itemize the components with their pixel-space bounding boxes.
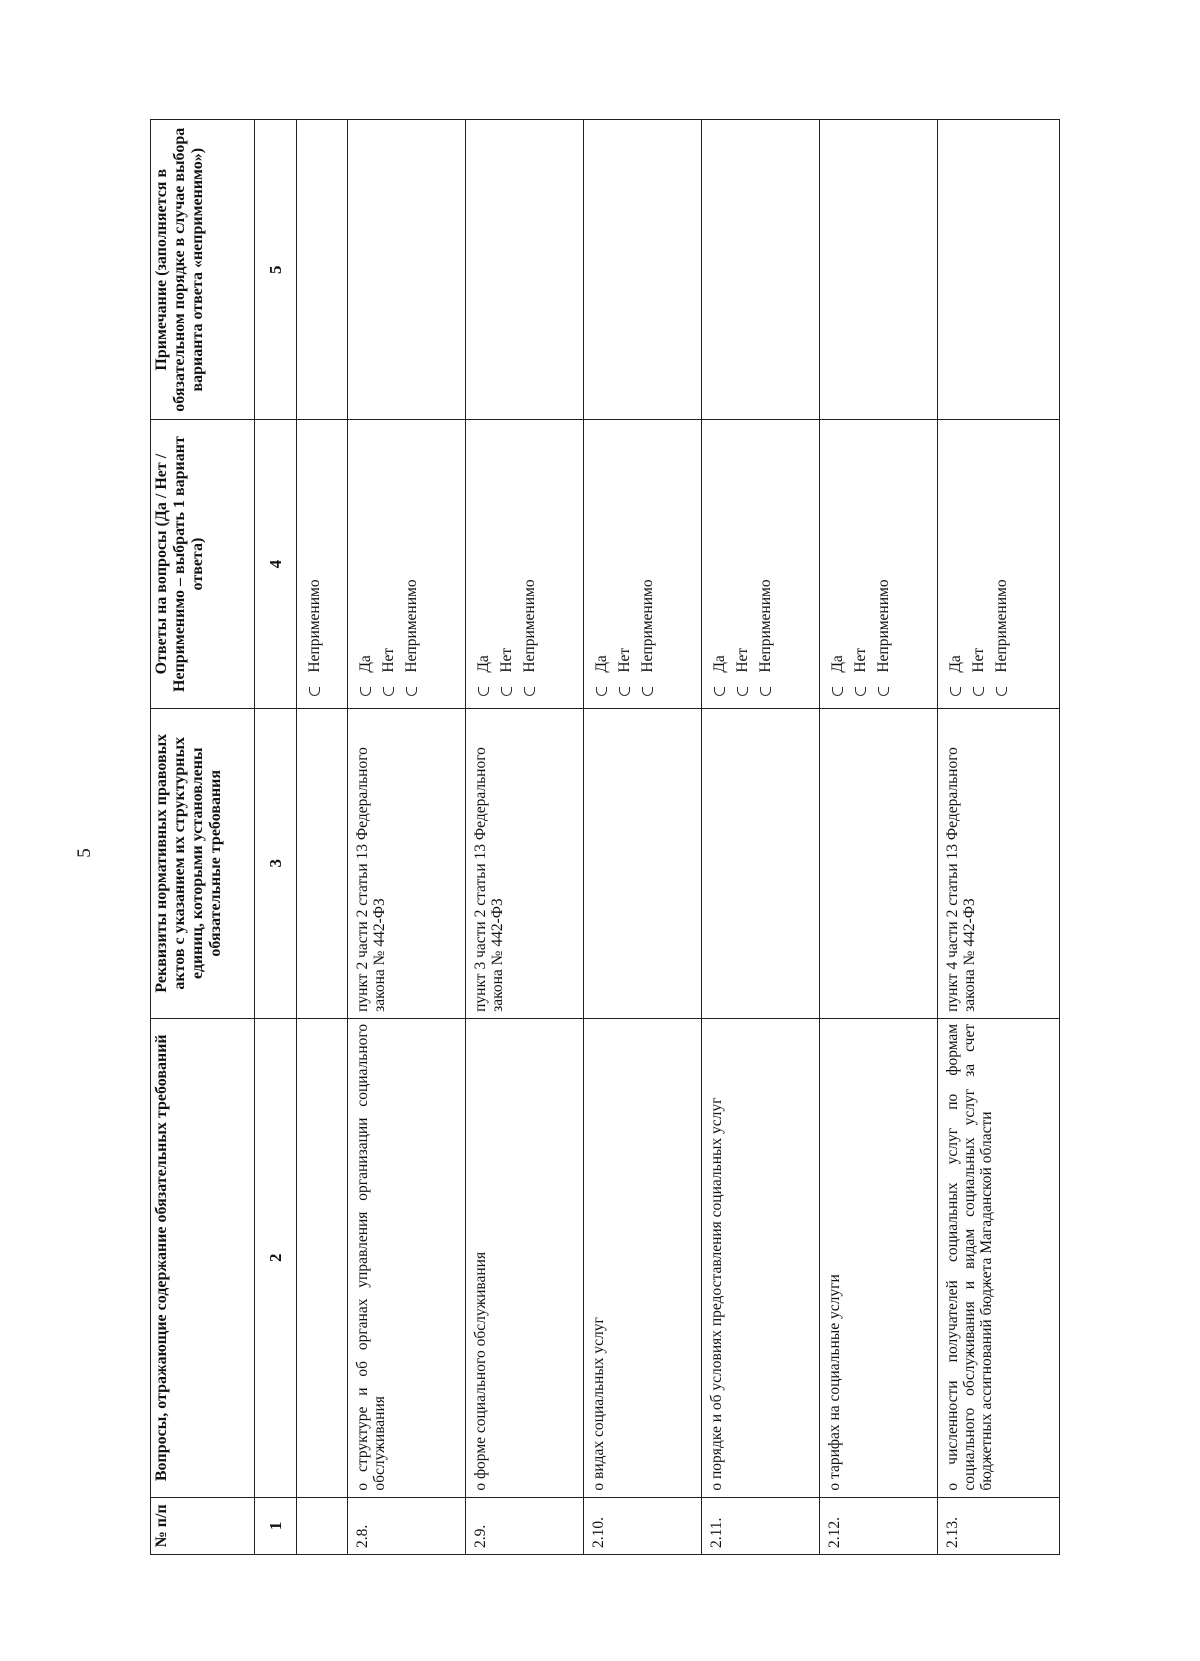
answer-option-label: Нет xyxy=(970,647,987,673)
row-question: о тарифах на социальные услуги xyxy=(820,1018,938,1497)
row-requisite xyxy=(702,708,820,1018)
column-number: 2 xyxy=(255,1018,297,1497)
answer-option-label: Нет xyxy=(852,647,869,673)
answer-option-label: Неприменимо xyxy=(403,579,420,673)
row-requisite: пункт 4 части 2 статьи 13 Федерального закона № 442-ФЗ xyxy=(938,708,1060,1018)
row-question: о структуре и об органах управления организации социального обслуживания xyxy=(348,1018,466,1497)
answer-option-na[interactable] xyxy=(518,424,541,697)
radio-icon[interactable] xyxy=(714,687,725,696)
radio-icon[interactable] xyxy=(642,687,653,696)
answer-option-label: Неприменимо xyxy=(639,579,656,673)
radio-icon[interactable] xyxy=(596,687,607,696)
radio-icon[interactable] xyxy=(832,687,843,696)
answer-option-label: Да xyxy=(947,655,964,673)
answer-option-label: Неприменимо xyxy=(521,579,538,673)
radio-icon[interactable] xyxy=(524,687,535,696)
answer-option-na[interactable] xyxy=(872,424,895,697)
checklist-table xyxy=(150,119,1060,1555)
radio-icon[interactable] xyxy=(406,687,417,696)
column-number: 1 xyxy=(255,1497,297,1554)
table-row xyxy=(348,120,466,1555)
column-numbers-row xyxy=(255,120,297,1555)
answer-option-yes[interactable] xyxy=(590,424,613,697)
answer-option-label: Да xyxy=(357,655,374,673)
answer-option-label: Нет xyxy=(616,647,633,673)
answer-option-label: Да xyxy=(829,655,846,673)
row-requisite: пункт 3 части 2 статьи 13 Федерального закона № 442-ФЗ xyxy=(466,708,584,1018)
radio-icon[interactable] xyxy=(309,687,320,696)
radio-icon[interactable] xyxy=(950,687,961,696)
table-row xyxy=(938,120,1060,1555)
radio-icon[interactable] xyxy=(855,687,866,696)
answer-option-yes[interactable] xyxy=(354,424,377,697)
table-row-continued xyxy=(297,120,348,1555)
row-num: 2.10. xyxy=(584,1497,702,1554)
radio-icon[interactable] xyxy=(478,687,489,696)
answer-option-na[interactable] xyxy=(400,424,423,697)
table-row xyxy=(820,120,938,1555)
table-row xyxy=(466,120,584,1555)
answer-option-yes[interactable] xyxy=(708,424,731,697)
row-note[interactable] xyxy=(938,120,1060,420)
row-requisite: пункт 2 части 2 статьи 13 Федерального закона № 442-ФЗ xyxy=(348,708,466,1018)
answer-option-label: Да xyxy=(593,655,610,673)
answer-option-label: Неприменимо xyxy=(993,579,1010,673)
row-question: о численности получателей социальных услуг по формам социального обслуживания и видам социальных услуг за счет бюджетных ассигнований бюджета Магаданской области xyxy=(938,1018,1060,1497)
row-requisite xyxy=(584,708,702,1018)
row-num: 2.11. xyxy=(702,1497,820,1554)
answer-option-yes[interactable] xyxy=(944,424,967,697)
row-note[interactable] xyxy=(584,120,702,420)
radio-icon[interactable] xyxy=(973,687,984,696)
answer-option-na[interactable] xyxy=(636,424,659,697)
answer-option-na[interactable] xyxy=(990,424,1013,697)
answer-option-no[interactable] xyxy=(731,424,754,697)
row-question: о форме социального обслуживания xyxy=(466,1018,584,1497)
column-number: 4 xyxy=(255,420,297,708)
answer-option-label: Нет xyxy=(498,647,515,673)
header-question: Вопросы, отражающие содержание обязательных требований xyxy=(151,1018,255,1497)
answer-option-label: Нет xyxy=(380,647,397,673)
table-row xyxy=(702,120,820,1555)
answer-option-label: Нет xyxy=(734,647,751,673)
page-number: 5 xyxy=(74,848,95,858)
column-number: 5 xyxy=(255,120,297,420)
answer-option-label: Неприменимо xyxy=(306,579,323,673)
row-question: о видах социальных услуг xyxy=(584,1018,702,1497)
header-answers: Ответы на вопросы (Да / Нет / Неприменимо – выбрать 1 вариант ответа) xyxy=(151,420,255,708)
answer-option-no[interactable] xyxy=(377,424,400,697)
column-number: 3 xyxy=(255,708,297,1018)
row-num: 2.9. xyxy=(466,1497,584,1554)
row-question: о порядке и об условиях предоставления социальных услуг xyxy=(702,1018,820,1497)
row-note[interactable] xyxy=(466,120,584,420)
header-requisites: Реквизиты нормативных правовых актов с указанием их структурных единиц, которыми установлены обязательные требования xyxy=(151,708,255,1018)
answer-option-label: Да xyxy=(475,655,492,673)
answer-option-label: Неприменимо xyxy=(875,579,892,673)
answer-option-yes[interactable] xyxy=(826,424,849,697)
radio-icon[interactable] xyxy=(878,687,889,696)
radio-icon[interactable] xyxy=(619,687,630,696)
row-note[interactable] xyxy=(820,120,938,420)
radio-icon[interactable] xyxy=(501,687,512,696)
answer-option-label: Да xyxy=(711,655,728,673)
table-row xyxy=(584,120,702,1555)
radio-icon[interactable] xyxy=(760,687,771,696)
answer-option-no[interactable] xyxy=(613,424,636,697)
header-note: Примечание (заполняется в обязательном порядке в случае выбора варианта ответа «неприменимо») xyxy=(151,120,255,420)
radio-icon[interactable] xyxy=(737,687,748,696)
row-num: 2.8. xyxy=(348,1497,466,1554)
row-note[interactable] xyxy=(702,120,820,420)
radio-icon[interactable] xyxy=(360,687,371,696)
answer-option-no[interactable] xyxy=(967,424,990,697)
row-requisite xyxy=(820,708,938,1018)
checklist-table-rotated xyxy=(150,119,1090,1555)
answer-option-label: Неприменимо xyxy=(757,579,774,673)
answer-option-na[interactable] xyxy=(754,424,777,697)
radio-icon[interactable] xyxy=(996,687,1007,696)
row-num: 2.13. xyxy=(938,1497,1060,1554)
row-note[interactable] xyxy=(348,120,466,420)
answer-option-no[interactable] xyxy=(849,424,872,697)
radio-icon[interactable] xyxy=(383,687,394,696)
header-num: № п/п xyxy=(151,1497,255,1554)
answer-option-no[interactable] xyxy=(495,424,518,697)
answer-option[interactable] xyxy=(303,424,326,697)
row-num: 2.12. xyxy=(820,1497,938,1554)
answer-option-yes[interactable] xyxy=(472,424,495,697)
